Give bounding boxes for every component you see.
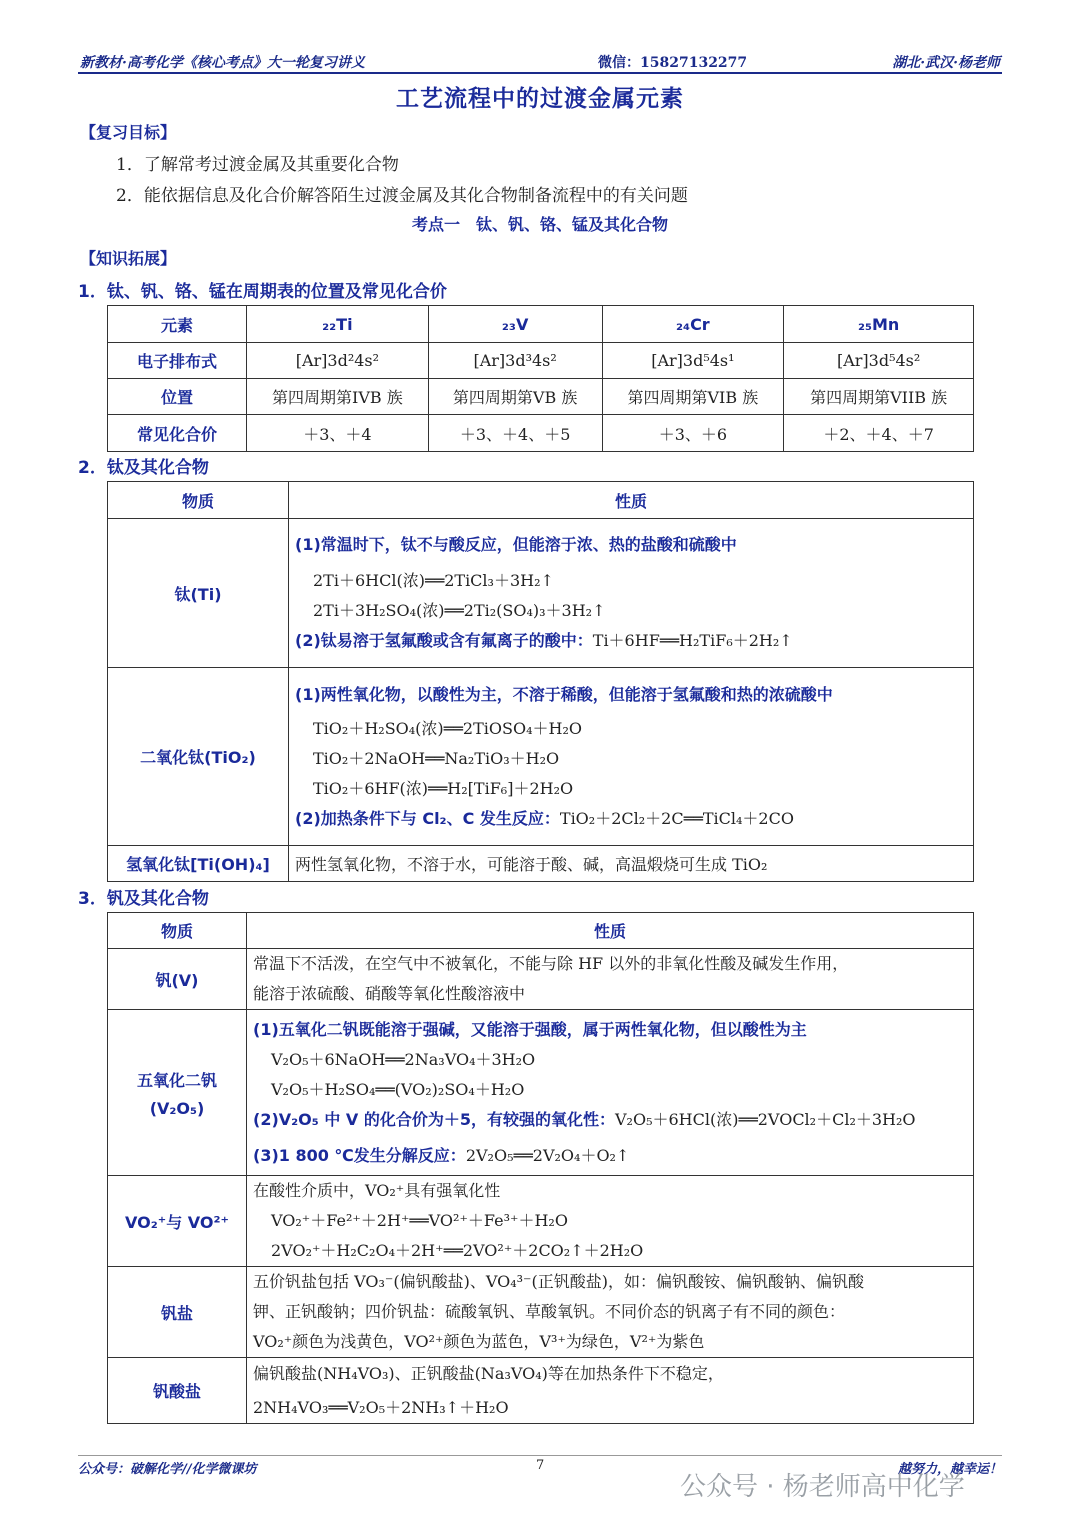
ti-eq-1: 2Ti＋6HCl(浓)══2TiCl₃＋3H₂↑ [313, 571, 554, 590]
tio2-props [289, 668, 974, 846]
vacid-props [247, 1358, 974, 1424]
element-table [107, 305, 974, 452]
t2-header-property: 性质 [289, 482, 974, 519]
section-1-heading: 1．钛、钒、铬、锰在周期表的位置及常见化合价 [78, 282, 447, 302]
v-line-2: 能溶于浓硫酸、硝酸等氧化性酸溶液中 [253, 984, 526, 1003]
v2o5-prop-1: (1)五氧化二钒既能溶于强碱，又能溶于强酸，属于两性氧化物，但以酸性为主 [253, 1019, 807, 1039]
review-item-1: 1．了解常考过渡金属及其重要化合物 [116, 155, 399, 175]
tio2-eq-3: TiO₂＋6HF(浓)══H₂[TiF₆]＋2H₂O [313, 778, 574, 798]
row-label-config: 电子排布式 [108, 343, 247, 379]
ti-eq-3: Ti＋6HF══H₂TiF₆＋2H₂↑ [592, 631, 793, 650]
vsalt-line-3: VO₂⁺颜色为浅黄色，VO²⁺颜色为蓝色，V³⁺为绿色，V²⁺为紫色 [253, 1332, 705, 1351]
val-v: ＋3、＋4、＋5 [428, 415, 602, 452]
row-label-valence: 常见化合价 [108, 415, 247, 452]
el-cr: ₂₄Cr [602, 306, 784, 343]
header-mid: 微信：15827132277 [598, 55, 748, 71]
t3-header-property: 性质 [247, 913, 974, 949]
ti-prop-1: (1)常温时下，钛不与酸反应，但能溶于浓、热的盐酸和硫酸中 [295, 535, 737, 554]
section-3-heading: 3．钒及其化合物 [78, 889, 209, 909]
titanium-table [107, 481, 974, 882]
v-name: 钒(V) [108, 949, 247, 1010]
val-ti: ＋3、＋4 [247, 415, 429, 452]
v2o5-eq-2: V₂O₅＋H₂SO₄══(VO₂)₂SO₄＋H₂O [271, 1079, 525, 1099]
vsalt-name: 钒盐 [108, 1267, 247, 1358]
v2o5-name-1: 五氧化二钒 [136, 1070, 217, 1090]
v2o5-prop-2: (2)V₂O₅ 中 V 的化合价为＋5，有较强的氧化性： [253, 1109, 615, 1129]
page-title: 工艺流程中的过渡金属元素 [396, 86, 684, 112]
ti-prop-2: (2)钛易溶于氢氟酸或含有氟离子的酸中： [295, 631, 593, 650]
tio2-prop-1: (1)两性氧化物，以酸性为主，不溶于稀酸，但能溶于氢氟酸和热的浓硫酸中 [295, 684, 833, 704]
header-left: 新教材·高考化学《核心考点》大一轮复习讲义 [80, 55, 365, 71]
conf-cr: [Ar]3d⁵4s¹ [602, 343, 784, 379]
footer-right: 越努力，越幸运！ [897, 1462, 1002, 1477]
t3-header-substance: 物质 [108, 913, 247, 949]
footer-left: 公众号：破解化学//化学微课坊 [78, 1462, 257, 1477]
el-mn: ₂₅Mn [784, 306, 974, 343]
tioh-name: 氢氧化钛[Ti(OH)₄] [108, 846, 289, 882]
page-footer [78, 1455, 1002, 1477]
ti-name: 钛(Ti) [108, 519, 289, 668]
v2o5-name-2: (V₂O₅) [149, 1098, 205, 1118]
vsalt-props [247, 1267, 974, 1358]
v-props [247, 949, 974, 1010]
page-number: 7 [536, 1458, 545, 1473]
watermark: 公众号 · 杨老师高中化学 [680, 1472, 965, 1502]
ti-eq-2: 2Ti＋3H₂SO₄(浓)══2Ti₂(SO₄)₃＋3H₂↑ [313, 601, 606, 620]
vo-props [247, 1176, 974, 1267]
vo-line-1: 在酸性介质中，VO₂⁺具有强氧化性 [253, 1181, 501, 1200]
el-ti: ₂₂Ti [247, 306, 429, 343]
v2o5-name [108, 1010, 247, 1176]
review-item-2: 2．能依据信息及化合价解答陌生过渡金属及其化合物制备流程中的有关问题 [116, 186, 688, 206]
v2o5-props [247, 1010, 974, 1176]
conf-ti: [Ar]3d²4s² [247, 343, 429, 379]
v2o5-eq-3: V₂O₅＋6HCl(浓)══2VOCl₂＋Cl₂＋3H₂O [615, 1109, 916, 1129]
ti-props [289, 519, 974, 668]
review-tag: 【复习目标】 [80, 123, 177, 142]
conf-v: [Ar]3d³4s² [428, 343, 602, 379]
pos-v: 第四周期第VB 族 [428, 379, 602, 415]
tio2-name: 二氧化钛(TiO₂) [108, 668, 289, 846]
v2o5-prop-3: (3)1 800 ℃发生分解反应： [253, 1145, 466, 1165]
tioh-text: 两性氢氧化物，不溶于水，可能溶于酸、碱，高温煅烧可生成 TiO₂ [289, 846, 974, 882]
v2o5-eq-1: V₂O₅＋6NaOH══2Na₃VO₄＋3H₂O [271, 1049, 536, 1069]
tio2-eq-1: TiO₂＋H₂SO₄(浓)══2TiOSO₄＋H₂O [313, 718, 582, 738]
vo-name: VO₂⁺与 VO²⁺ [108, 1176, 247, 1267]
vacid-line-1: 偏钒酸盐(NH₄VO₃)、正钒酸盐(Na₃VO₄)等在加热条件下不稳定， [253, 1363, 724, 1383]
el-v: ₂₃V [428, 306, 602, 343]
vo-eq-1: VO₂⁺＋Fe²⁺＋2H⁺══VO²⁺＋Fe³⁺＋H₂O [271, 1211, 568, 1230]
vacid-name: 钒酸盐 [108, 1358, 247, 1424]
val-mn: ＋2、＋4、＋7 [784, 415, 974, 452]
section-2-heading: 2．钛及其化合物 [78, 458, 209, 478]
vsalt-line-2: 钾、正钒酸钠；四价钒盐：硫酸氧钒、草酸氧钒。不同价态的钒离子有不同的颜色： [253, 1302, 846, 1321]
page-header [78, 50, 1002, 74]
pos-cr: 第四周期第VIB 族 [602, 379, 784, 415]
vacid-eq-1: 2NH₄VO₃══V₂O₅＋2NH₃↑＋H₂O [253, 1397, 509, 1417]
vsalt-line-1: 五价钒盐包括 VO₃⁻(偏钒酸盐)、VO₄³⁻(正钒酸盐)，如：偏钒酸铵、偏钒酸钠、偏钒酸 [253, 1272, 864, 1291]
knowledge-tag: 【知识拓展】 [80, 249, 177, 268]
v-line-1: 常温下不活泼，在空气中不被氧化，不能与除 HF 以外的非氧化性酸及碱发生作用， [253, 954, 849, 973]
tio2-eq-4: TiO₂＋2Cl₂＋2C══TiCl₄＋2CO [559, 808, 794, 828]
tio2-prop-2: (2)加热条件下与 Cl₂、C 发生反应： [295, 808, 560, 828]
v2o5-eq-4: 2V₂O₅══2V₂O₄＋O₂↑ [465, 1145, 630, 1165]
pos-mn: 第四周期第VIIB 族 [784, 379, 974, 415]
pos-ti: 第四周期第IVB 族 [247, 379, 429, 415]
tio2-eq-2: TiO₂＋2NaOH══Na₂TiO₃＋H₂O [313, 748, 560, 768]
header-right: 湖北·武汉·杨老师 [892, 55, 1000, 71]
t2-header-substance: 物质 [108, 482, 289, 519]
vanadium-table [107, 912, 974, 1424]
conf-mn: [Ar]3d⁵4s² [784, 343, 974, 379]
row-label-element: 元素 [108, 306, 247, 343]
val-cr: ＋3、＋6 [602, 415, 784, 452]
row-label-position: 位置 [108, 379, 247, 415]
vo-eq-2: 2VO₂⁺＋H₂C₂O₄＋2H⁺══2VO²⁺＋2CO₂↑＋2H₂O [271, 1241, 644, 1260]
kaodian-heading: 考点一 钛、钒、铬、锰及其化合物 [411, 215, 668, 234]
